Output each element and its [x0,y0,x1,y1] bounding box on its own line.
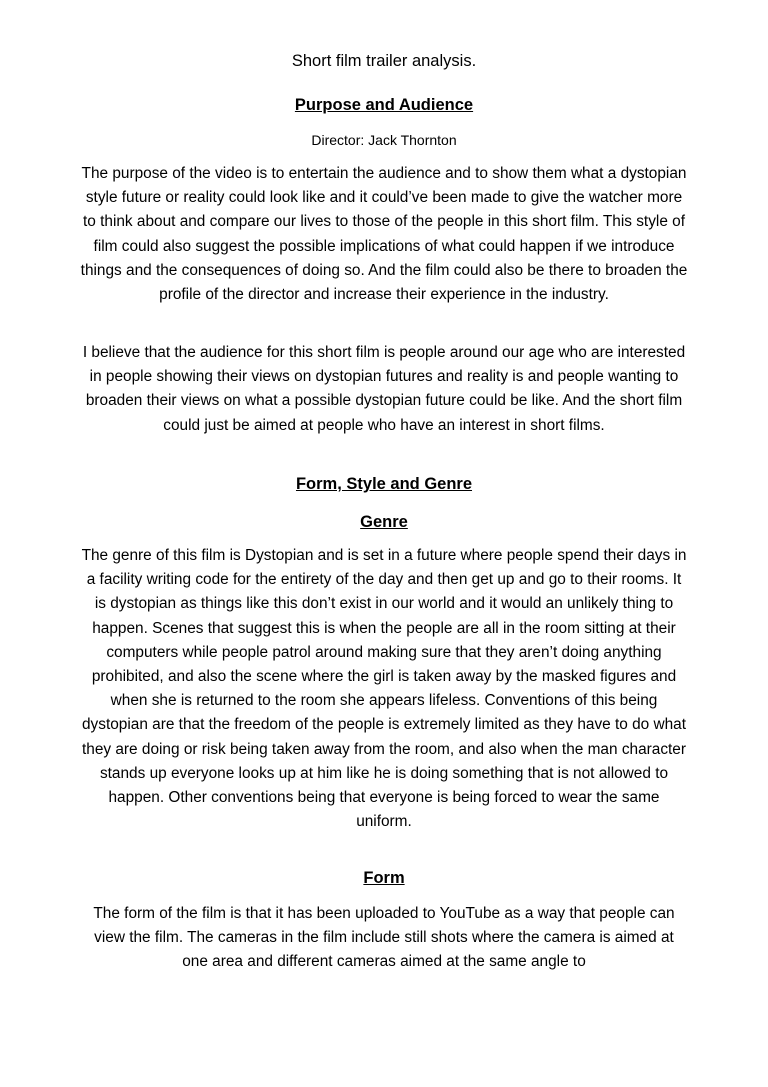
form-paragraph: The form of the film is that it has been uploaded to YouTube as a way that people can view the film. The cameras in the film include still shots where the camera is aimed at one area and different cameras aimed at the same angle to [93,905,675,971]
purpose-heading: Purpose and Audience [294,96,474,114]
genre-paragraph: The genre of this film is Dystopian and is set in a future where people spend their days in a facility writing code for the entirety of the day and then get up and go to their rooms. It is dystopian as things like this don’t exist in our world and it would an unlikely thing to happen. Scenes that suggest this is when the people are all in the room sitting at their computers while people patrol around making sure that they aren’t doing anything prohibited, and also the scene where the girl is taken away by the masked figures and when she is returned to the room she appears lifeless. Conventions of this being dystopian are that the freedom of the people is extremely limited as they have to do what they are doing or risk being taken away from the room, and also when the man character stands up everyone looks up at him like he is doing something that is not allowed to happen. Other conventions being that everyone is being forced to wear the same uniform. [81,547,687,831]
purpose-paragraph-2: I believe that the audience for this short film is people around our age who are interested in people showing their views on dystopian futures and reality is and people wanting to broaden their views on what a possible dystopian future could be like. And the short film could just be aimed at people who have an interest in short films. [82,344,686,434]
form-heading: Form [363,869,405,887]
form-style-genre-heading: Form, Style and Genre [295,475,473,493]
genre-heading: Genre [360,513,408,531]
director-line: Director: Jack Thornton [311,132,457,148]
purpose-paragraph-1: The purpose of the video is to entertain the audience and to show them what a dystopian style future or reality could look like and it could’ve been made to give the watcher more to think about and compare our lives to those of the people in this short film. This style of film could also suggest the possible implications of what could happen if we introduce things and the consequences of doing so. And the film could also be there to broaden the profile of the director and increase their experience in the industry. [80,165,688,304]
document-title: Short film trailer analysis. [291,52,477,70]
